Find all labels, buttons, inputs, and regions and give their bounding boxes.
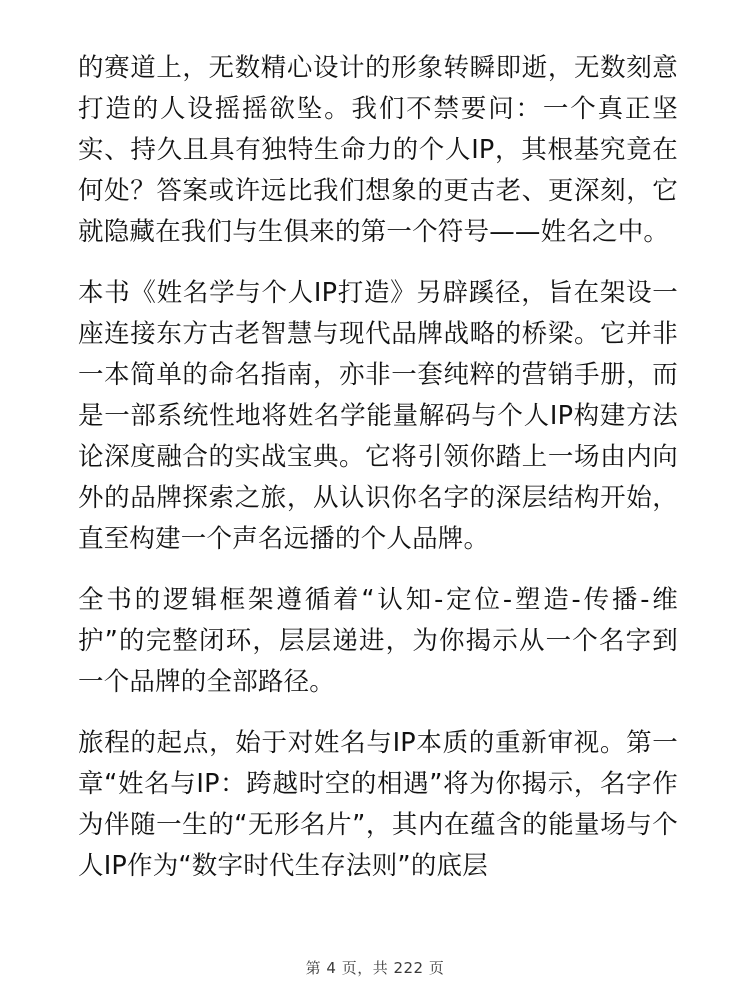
page-footer <box>0 957 750 978</box>
page-number-label: 第 4 页，共 222 页 <box>305 959 445 977</box>
paragraph: 本书《姓名学与个人IP打造》另辟蹊径，旨在架设一座连接东方古老智慧与现代品牌战略的桥梁。它并非一本简单的命名指南，亦非一套纯粹的营销手册，而是一部系统性地将姓名学能量解码与个人IP构建方法论深度融合的实战宝典。它将引领你踏上一场由内向外的品牌探索之旅，从认识你名字的深层结构开始，直至构建一个声名远播的个人品牌。 <box>78 278 678 554</box>
paragraph: 旅程的起点，始于对姓名与IP本质的重新审视。第一章“姓名与IP：跨越时空的相遇”将为你揭示，名字作为伴随一生的“无形名片”，其内在蕴含的能量场与个人IP作为“数字时代生存法则”的底层 <box>78 728 678 881</box>
paragraph: 全书的逻辑框架遵循着“认知-定位-塑造-传播-维护”的完整闭环，层层递进，为你揭示从一个名字到一个品牌的全部路径。 <box>78 585 678 697</box>
paragraph: 的赛道上，无数精心设计的形象转瞬即逝，无数刻意打造的人设摇摇欲坠。我们不禁要问：一个真正坚实、持久且具有独特生命力的个人IP，其根基究竟在何处？答案或许远比我们想象的更古老、更深刻，它就隐藏在我们与生俱来的第一个符号——姓名之中。 <box>78 53 678 247</box>
document-body <box>78 48 678 1000</box>
